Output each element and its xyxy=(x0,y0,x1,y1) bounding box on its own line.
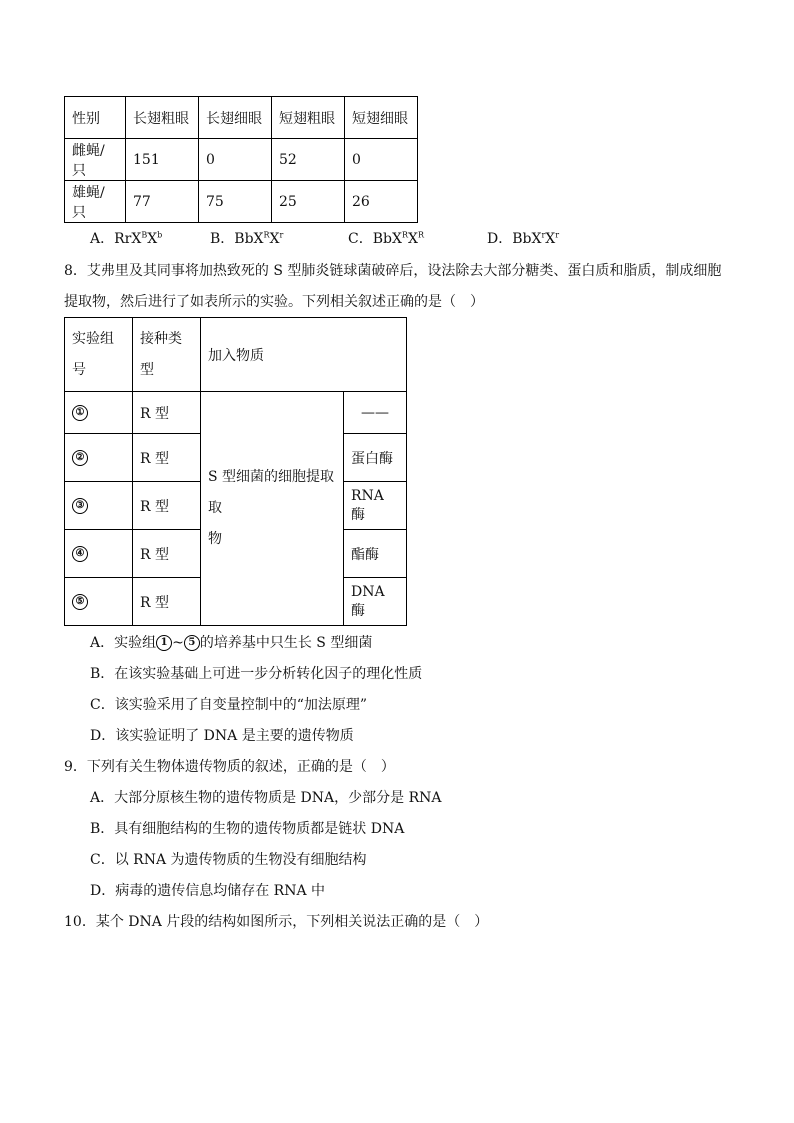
q7-option-b[interactable]: B．$BbX^RX^r$ xyxy=(210,230,284,247)
q7-cell: 0 xyxy=(199,139,272,181)
q7-cell: 26 xyxy=(345,181,418,223)
q7-row-male-label: 雄蝇/只 xyxy=(65,181,126,223)
q9-option-c[interactable]: C．以 RNA 为遗传物质的生物没有细胞结构 xyxy=(90,852,367,868)
q8-row-type-2: R 型 xyxy=(133,434,201,482)
q7-option-d[interactable]: D．$BbX^rX^r$ xyxy=(487,230,560,247)
q8-option-d[interactable]: D．该实验证明了 DNA 是主要的遗传物质 xyxy=(90,728,354,744)
q7-cell: 25 xyxy=(272,181,345,223)
q8-row-num-2: ② xyxy=(65,434,133,482)
q8-row-enzyme-3: RNA 酶 xyxy=(344,482,407,530)
q8-header-substance: 加入物质 xyxy=(201,318,407,392)
q7-cell: 52 xyxy=(272,139,345,181)
q9-stem: 9．下列有关生物体遗传物质的叙述，正确的是（ ） xyxy=(64,759,395,775)
q7-option-c[interactable]: C．$BbX^RX^R$ xyxy=(348,230,424,247)
q8-row-enzyme-1: —— xyxy=(344,392,407,434)
q7-cell: 77 xyxy=(126,181,199,223)
q9-option-a[interactable]: A．大部分原核生物的遗传物质是 DNA，少部分是 RNA xyxy=(90,790,442,806)
q9-option-d[interactable]: D．病毒的遗传信息均储存在 RNA 中 xyxy=(90,883,326,899)
q7-header-long-thin: 长翅细眼 xyxy=(199,97,272,139)
q7-table xyxy=(64,96,418,223)
q7-cell: 75 xyxy=(199,181,272,223)
q8-row-enzyme-4: 酯酶 xyxy=(344,530,407,578)
q7-header-short-thin: 短翅细眼 xyxy=(345,97,418,139)
q8-row-type-5: R 型 xyxy=(133,578,201,626)
q7-header-long-thick: 长翅粗眼 xyxy=(126,97,199,139)
q8-stem-line2: 提取物，然后进行了如表所示的实验。下列相关叙述正确的是（ ） xyxy=(64,294,484,310)
q8-row-enzyme-2: 蛋白酶 xyxy=(344,434,407,482)
q7-header-sex: 性别 xyxy=(65,97,126,139)
q9-option-b[interactable]: B．具有细胞结构的生物的遗传物质都是链状 DNA xyxy=(90,821,405,837)
q7-row-female-label: 雌蝇/只 xyxy=(65,139,126,181)
q8-row-type-1: R 型 xyxy=(133,392,201,434)
q8-table xyxy=(64,317,407,626)
q8-header-group: 实验组 号 xyxy=(65,318,133,392)
q7-cell: 151 xyxy=(126,139,199,181)
q7-option-a[interactable]: A．$RrX^BX^b$ xyxy=(90,230,163,247)
q8-option-a[interactable]: A．实验组 1 ~ 5 的培养基中只生长 S 型细菌 xyxy=(90,635,373,651)
q8-merged-extract: S 型细菌的细胞提取取 物 xyxy=(201,392,344,626)
q8-row-num-1: ① xyxy=(65,392,133,434)
q8-row-num-3: ③ xyxy=(65,482,133,530)
q8-row-enzyme-5: DNA 酶 xyxy=(344,578,407,626)
q8-header-type: 接种类 型 xyxy=(133,318,201,392)
q7-header-short-thick: 短翅粗眼 xyxy=(272,97,345,139)
q8-row-num-4: ④ xyxy=(65,530,133,578)
q8-option-b[interactable]: B．在该实验基础上可进一步分析转化因子的理化性质 xyxy=(90,666,423,682)
q8-row-num-5: ⑤ xyxy=(65,578,133,626)
q8-row-type-4: R 型 xyxy=(133,530,201,578)
q10-stem: 10．某个 DNA 片段的结构如图所示，下列相关说法正确的是（ ） xyxy=(64,914,489,930)
q8-option-c[interactable]: C．该实验采用了自变量控制中的“加法原理” xyxy=(90,697,368,713)
q8-row-type-3: R 型 xyxy=(133,482,201,530)
q8-stem-line1: 8．艾弗里及其同事将加热致死的 S 型肺炎链球菌破碎后，设法除去大部分糖类、蛋白质和脂质，制成细胞 xyxy=(64,263,722,279)
q7-cell: 0 xyxy=(345,139,418,181)
